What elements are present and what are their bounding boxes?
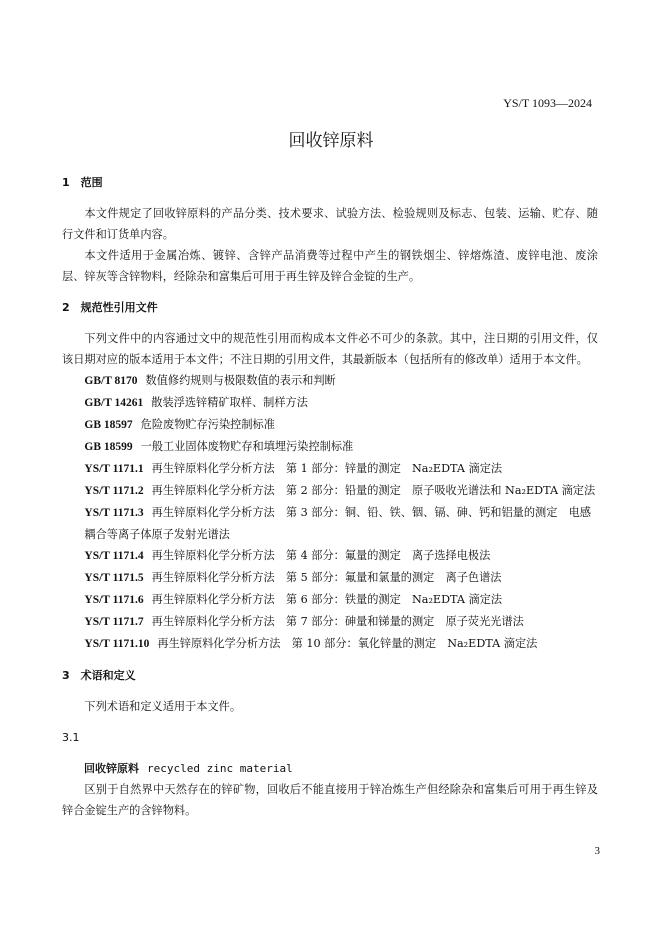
reference-code: YS/T 1171.4 xyxy=(84,550,144,562)
reference-title: 再生锌原料化学分析方法 第 4 部分：氟量的测定 离子选择电极法 xyxy=(151,549,491,562)
reference-title: 数值修约规则与极限数值的表示和判断 xyxy=(145,374,336,387)
reference-code: GB 18597 xyxy=(84,419,133,431)
reference-item xyxy=(62,611,598,633)
section-2-heading: 2 规范性引用文件 xyxy=(62,301,158,314)
scope-paragraph-2: 本文件适用于金属冶炼、镀锌、含锌产品消费等过程中产生的钢铁烟尘、锌熔炼渣、废锌电池、废涂层、锌灰等含锌物料，经除杂和富集后可用于再生锌及锌合金锭的生产。 xyxy=(62,249,598,283)
reference-item xyxy=(62,370,598,392)
page-number: 3 xyxy=(594,845,600,857)
reference-item xyxy=(62,633,598,655)
reference-code: YS/T 1171.10 xyxy=(84,638,150,650)
reference-code: GB/T 14261 xyxy=(84,397,144,409)
reference-code: YS/T 1171.6 xyxy=(84,594,144,606)
reference-code: GB 18599 xyxy=(84,441,133,453)
reference-code: YS/T 1171.5 xyxy=(84,572,144,584)
term-number: 3.1 xyxy=(62,731,80,744)
reference-title: 再生锌原料化学分析方法 第 3 部分：铜、铅、铁、铟、镉、砷、钙和铝量的测定 电感耦合等离子体原子发射光谱法 xyxy=(84,506,591,541)
section-3-heading: 3 术语和定义 xyxy=(62,669,136,682)
reference-code: YS/T 1171.3 xyxy=(84,507,144,519)
reference-title: 再生锌原料化学分析方法 第 7 部分：砷量和锑量的测定 原子荧光光谱法 xyxy=(151,615,524,628)
reference-list xyxy=(62,370,598,655)
references-intro: 下列文件中的内容通过文中的规范性引用而构成本文件必不可少的条款。其中，注日期的引用文件，仅该日期对应的版本适用于本文件；不注日期的引用文件，其最新版本（包括所有的修改单）适用于本文件。 xyxy=(62,332,598,366)
reference-title: 再生锌原料化学分析方法 第 10 部分：氧化锌量的测定 Na₂EDTA 滴定法 xyxy=(157,637,538,650)
terms-intro: 下列术语和定义适用于本文件。 xyxy=(84,700,242,713)
document-body xyxy=(62,172,598,821)
reference-code: YS/T 1171.7 xyxy=(84,616,144,628)
reference-item xyxy=(62,414,598,436)
reference-item xyxy=(62,436,598,458)
reference-item xyxy=(62,502,598,545)
reference-code: GB/T 8170 xyxy=(84,375,138,387)
reference-title: 一般工业固体废物贮存和填埋污染控制标准 xyxy=(140,440,354,453)
reference-title: 再生锌原料化学分析方法 第 2 部分：铅量的测定 原子吸收光谱法和 Na₂EDTA 滴定法 xyxy=(151,484,596,497)
term-entry xyxy=(62,758,598,779)
reference-title: 再生锌原料化学分析方法 第 1 部分：锌量的测定 Na₂EDTA 滴定法 xyxy=(151,462,503,475)
reference-title: 危险废物贮存污染控制标准 xyxy=(140,418,275,431)
reference-title: 散装浮选锌精矿取样、制样方法 xyxy=(151,396,308,409)
reference-item xyxy=(62,545,598,567)
reference-item xyxy=(62,567,598,589)
reference-item xyxy=(62,392,598,414)
reference-item xyxy=(62,589,598,611)
reference-title: 再生锌原料化学分析方法 第 6 部分：铁量的测定 Na₂EDTA 滴定法 xyxy=(151,593,503,606)
reference-code: YS/T 1171.1 xyxy=(84,463,144,475)
term-chinese: 回收锌原料 xyxy=(84,762,139,775)
scope-paragraph-1: 本文件规定了回收锌原料的产品分类、技术要求、试验方法、检验规则及标志、包装、运输、贮存、随行文件和订货单内容。 xyxy=(62,207,598,241)
standard-code: YS/T 1093—2024 xyxy=(503,96,592,110)
reference-item xyxy=(62,458,598,480)
document-title: 回收锌原料 xyxy=(288,131,374,151)
reference-code: YS/T 1171.2 xyxy=(84,485,144,497)
reference-item xyxy=(62,480,598,502)
term-english: recycled zinc material xyxy=(147,762,293,775)
reference-title: 再生锌原料化学分析方法 第 5 部分：氟量和氯量的测定 离子色谱法 xyxy=(151,571,502,584)
section-1-heading: 1 范围 xyxy=(62,176,103,189)
term-definition: 区别于自然界中天然存在的锌矿物，回收后不能直接用于锌冶炼生产但经除杂和富集后可用于再生锌及锌合金锭生产的含锌物料。 xyxy=(62,783,598,817)
